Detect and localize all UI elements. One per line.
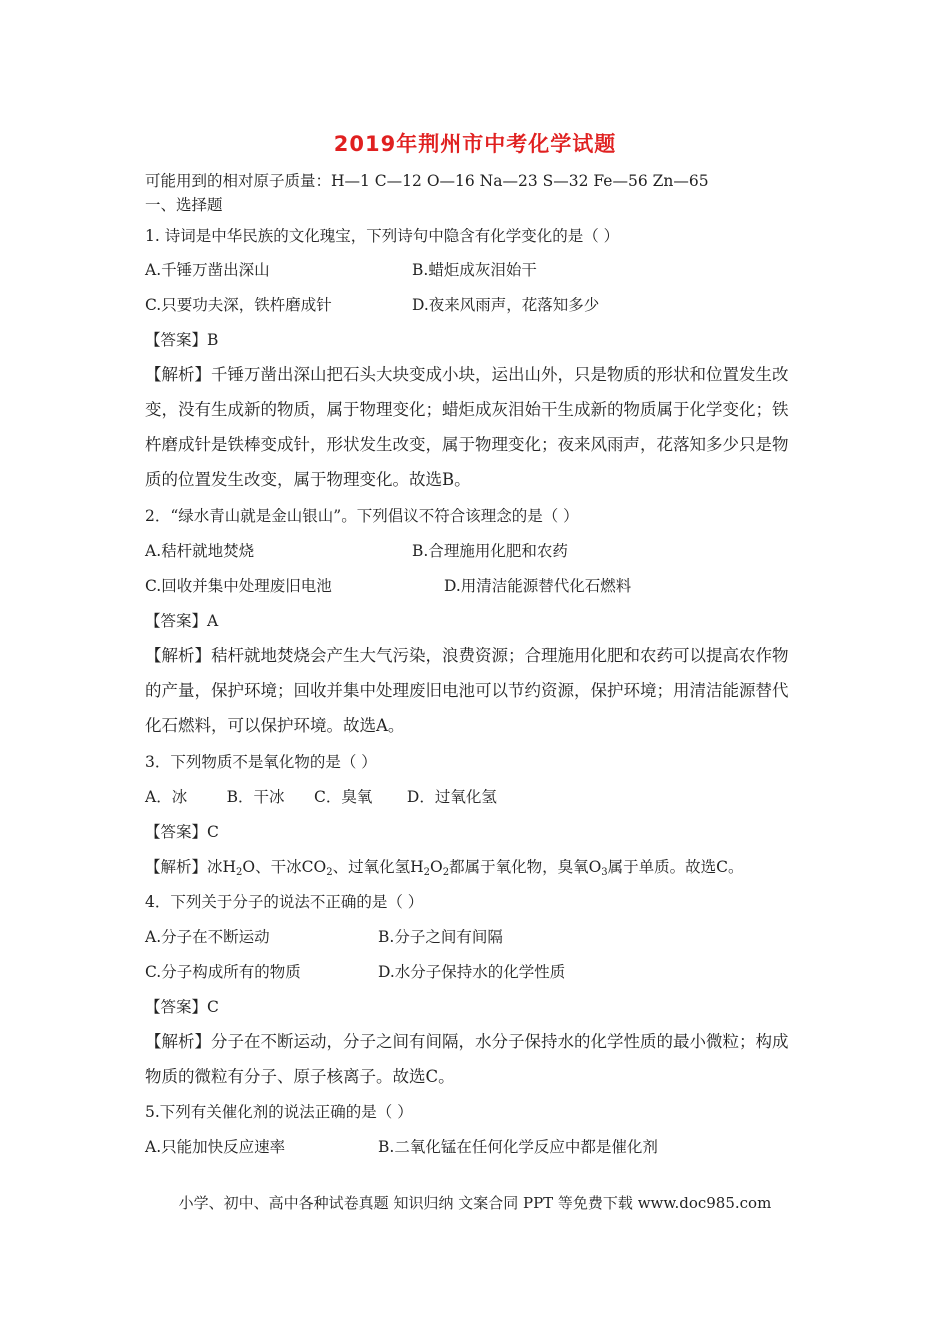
analysis-text: O、干冰CO	[242, 858, 327, 876]
question-2-stem: 2．“绿水青山就是金山银山”。下列倡议不符合该理念的是（ ）	[145, 507, 579, 525]
subscript: 2	[326, 867, 333, 878]
question-4-analysis-line: 物质的微粒有分子、原子核离子。故选C。	[145, 1067, 455, 1086]
page-footer: 小学、初中、高中各种试卷真题 知识归纳 文案合同 PPT 等免费下载 www.doc985.com	[178, 1194, 772, 1212]
question-2-answer: 【答案】A	[145, 612, 219, 630]
analysis-text: 【解析】冰H	[145, 858, 237, 876]
question-1-analysis-line: 杵磨成针是铁棒变成针，形状发生改变，属于物理变化；夜来风雨声，花落知多少只是物	[145, 435, 789, 454]
subscript: 2	[442, 867, 450, 878]
question-2-option-b: B.合理施用化肥和农药	[412, 542, 568, 560]
question-4-stem: 4．下列关于分子的说法不正确的是（ ）	[145, 893, 424, 911]
analysis-text: O	[429, 858, 443, 876]
question-1-option-a: A.千锤万凿出深山	[145, 261, 270, 279]
question-1-analysis-line: 质的位置发生改变，属于物理变化。故选B。	[145, 470, 471, 489]
question-4-option-c: C.分子构成所有的物质	[145, 963, 301, 981]
question-5-stem: 5.下列有关催化剂的说法正确的是（ ）	[145, 1103, 413, 1121]
section-heading: 一、选择题	[145, 196, 223, 214]
subscript: 2	[236, 867, 243, 878]
question-3-analysis	[145, 857, 744, 883]
question-1-analysis-line: 变，没有生成新的物质，属于物理变化；蜡炬成灰泪始干生成新的物质属于化学变化；铁	[145, 400, 789, 419]
analysis-text: 属于单质。故选C。	[607, 858, 744, 876]
question-5-option-b: B.二氧化锰在任何化学反应中都是催化剂	[378, 1138, 658, 1156]
question-4-analysis-line: 【解析】分子在不断运动，分子之间有间隔，水分子保持水的化学性质的最小微粒；构成	[145, 1032, 789, 1051]
question-4-answer: 【答案】C	[145, 998, 219, 1016]
question-2-option-c: C.回收并集中处理废旧电池	[145, 577, 332, 595]
question-1-stem: 1. 诗词是中华民族的文化瑰宝，下列诗句中隐含有化学变化的是（ ）	[145, 227, 620, 245]
question-2-analysis-line: 的产量，保护环境；回收并集中处理废旧电池可以节约资源，保护环境；用清洁能源替代	[145, 681, 789, 700]
question-1-option-c: C.只要功夫深，铁杵磨成针	[145, 296, 332, 314]
question-1-option-d: D.夜来风雨声，花落知多少	[412, 296, 600, 314]
atomic-masses-line: 可能用到的相对原子质量：H—1 C—12 O—16 Na—23 S—32 Fe—56 Zn—65	[145, 172, 709, 190]
question-3-answer: 【答案】C	[145, 823, 219, 841]
question-4-option-d: D.水分子保持水的化学性质	[378, 963, 566, 981]
subscript: 3	[601, 867, 608, 878]
subscript: 2	[423, 867, 430, 878]
question-3-options: A．冰 B．干冰 C．臭氧 D．过氧化氢	[145, 788, 497, 806]
question-2-analysis-line: 【解析】秸杆就地焚烧会产生大气污染，浪费资源；合理施用化肥和农药可以提高农作物	[145, 646, 789, 665]
question-4-option-b: B.分子之间有间隔	[378, 928, 503, 946]
question-2-analysis-line: 化石燃料，可以保护环境。故选A。	[145, 716, 405, 735]
analysis-text: 都属于氧化物，臭氧O	[449, 858, 602, 876]
question-3-stem: 3．下列物质不是氧化物的是（ ）	[145, 753, 377, 771]
question-2-option-d: D.用清洁能源替代化石燃料	[444, 577, 632, 595]
question-1-option-b: B.蜡炬成灰泪始干	[412, 261, 537, 279]
question-4-option-a: A.分子在不断运动	[145, 928, 270, 946]
analysis-text: 、过氧化氢H	[332, 858, 424, 876]
question-5-option-a: A.只能加快反应速率	[145, 1138, 286, 1156]
question-2-option-a: A.秸杆就地焚烧	[145, 542, 255, 560]
question-1-answer: 【答案】B	[145, 331, 219, 349]
page-title: 2019年荆州市中考化学试题	[333, 132, 617, 156]
question-1-analysis-line: 【解析】千锤万凿出深山把石头大块变成小块，运出山外，只是物质的形状和位置发生改	[145, 365, 789, 384]
